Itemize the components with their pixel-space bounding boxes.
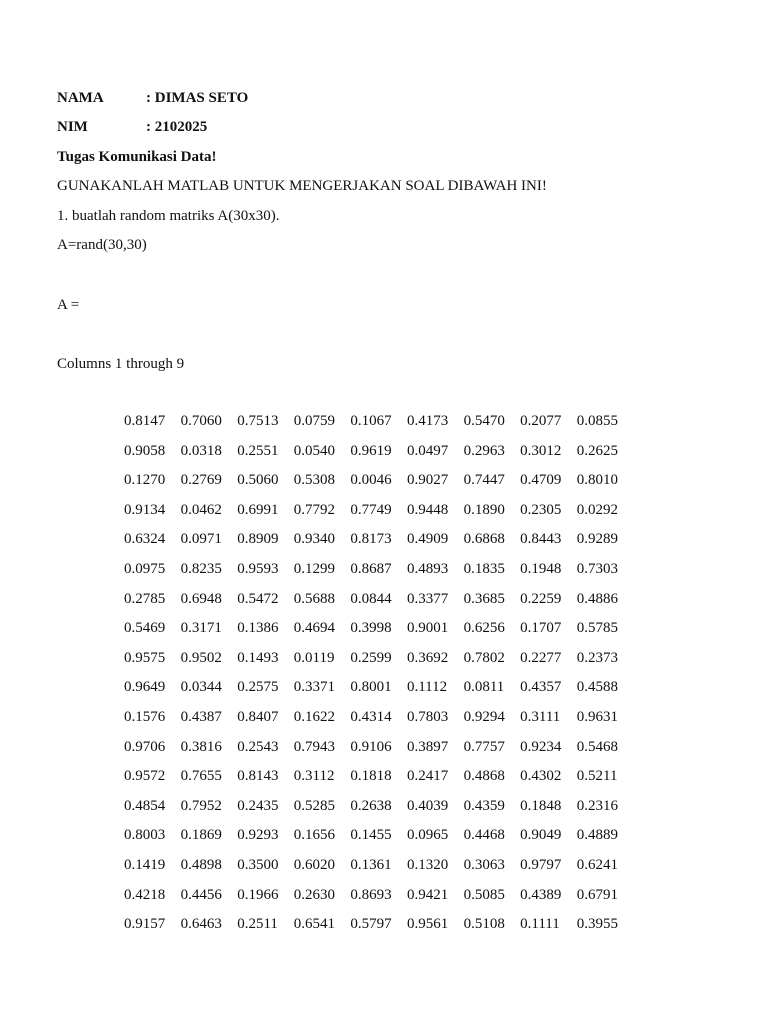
matrix-cell: 0.0497 (406, 442, 449, 459)
matrix-cell: 0.2417 (406, 768, 449, 785)
matrix-cell: 0.4357 (520, 679, 562, 696)
matrix-cell: 0.4218 (124, 886, 166, 903)
matrix-cell: 0.7802 (463, 649, 505, 666)
matrix-cell: 0.4389 (520, 886, 562, 903)
matrix-cell: 0.2630 (293, 886, 336, 903)
matrix-cell: 0.1419 (124, 856, 166, 873)
matrix-row (124, 797, 633, 827)
matrix-cell: 0.4039 (406, 797, 449, 814)
matrix-output (124, 412, 633, 945)
matrix-cell: 0.9619 (350, 442, 392, 459)
columns-label: Columns 1 through 9 (57, 356, 185, 372)
matrix-cell: 0.1493 (237, 649, 279, 666)
matrix-cell: 0.3063 (463, 856, 505, 873)
matrix-cell: 0.6463 (180, 916, 222, 933)
matrix-row (124, 738, 633, 768)
matrix-cell: 0.3816 (180, 738, 222, 755)
matrix-cell: 0.4909 (406, 531, 449, 548)
matrix-cell: 0.5285 (293, 797, 336, 814)
matrix-cell: 0.3685 (463, 590, 505, 607)
matrix-cell: 0.5797 (350, 916, 392, 933)
matrix-cell: 0.2511 (237, 916, 278, 933)
matrix-cell: 0.1622 (293, 708, 336, 725)
matrix-cell: 0.2543 (237, 738, 279, 755)
matrix-cell: 0.0344 (180, 679, 222, 696)
matrix-cell: 0.8909 (237, 531, 279, 548)
matrix-cell: 0.9421 (406, 886, 449, 903)
output-label: A = (57, 297, 80, 313)
matrix-cell: 0.9049 (520, 827, 562, 844)
matrix-cell: 0.5085 (463, 886, 505, 903)
matrix-cell: 0.4893 (406, 560, 449, 577)
matrix-cell: 0.3897 (406, 738, 449, 755)
matrix-cell: 0.1361 (350, 856, 392, 873)
matrix-cell: 0.0759 (293, 413, 336, 429)
matrix-cell: 0.5211 (576, 768, 618, 785)
matrix-cell: 0.0318 (180, 442, 222, 459)
matrix-cell: 0.7060 (180, 413, 222, 429)
instruction-text: GUNAKANLAH MATLAB UNTUK MENGERJAKAN SOAL DIBAWAH INI! (57, 178, 547, 194)
matrix-cell: 0.1455 (350, 827, 392, 844)
matrix-cell: 0.9340 (293, 531, 336, 548)
matrix-cell: 0.8443 (520, 531, 562, 548)
matrix-cell: 0.7952 (180, 797, 222, 814)
matrix-cell: 0.1848 (520, 797, 562, 814)
matrix-row (124, 619, 633, 649)
matrix-cell: 0.9631 (576, 708, 618, 725)
matrix-cell: 0.1818 (350, 768, 392, 785)
matrix-cell: 0.0965 (406, 827, 449, 844)
matrix-cell: 0.7655 (180, 768, 222, 785)
matrix-cell: 0.5470 (463, 413, 505, 429)
matrix-row (124, 590, 633, 620)
matrix-cell: 0.2551 (237, 442, 279, 459)
matrix-cell: 0.3371 (293, 679, 336, 696)
matrix-cell: 0.9106 (350, 738, 392, 755)
matrix-cell: 0.3111 (520, 708, 561, 725)
matrix-cell: 0.0844 (350, 590, 392, 607)
matrix-cell: 0.4898 (180, 856, 222, 873)
matrix-cell: 0.5688 (293, 590, 336, 607)
matrix-cell: 0.4854 (124, 797, 166, 814)
matrix-cell: 0.9157 (124, 916, 166, 933)
matrix-cell: 0.1111 (520, 916, 560, 933)
matrix-cell: 0.7757 (463, 738, 505, 755)
matrix-cell: 0.2077 (520, 413, 562, 429)
question-text: 1. buatlah random matriks A(30x30). (57, 208, 280, 224)
matrix-cell: 0.3955 (576, 916, 618, 933)
matrix-cell: 0.9234 (520, 738, 562, 755)
matrix-cell: 0.1835 (463, 560, 505, 577)
matrix-cell: 0.4302 (520, 768, 562, 785)
matrix-cell: 0.1320 (406, 856, 449, 873)
matrix-cell: 0.4588 (576, 679, 618, 696)
matrix-cell: 0.4889 (576, 827, 618, 844)
matrix-cell: 0.0540 (293, 442, 336, 459)
matrix-cell: 0.9561 (406, 916, 449, 933)
matlab-command: A=rand(30,30) (57, 237, 147, 253)
matrix-cell: 0.7943 (293, 738, 336, 755)
matrix-cell: 0.8687 (350, 560, 392, 577)
nama-label: NAMA (57, 90, 104, 106)
matrix-cell: 0.1948 (520, 560, 562, 577)
matrix-cell: 0.8693 (350, 886, 392, 903)
matrix-cell: 0.5468 (576, 738, 618, 755)
document-title: Tugas Komunikasi Data! (57, 149, 217, 165)
matrix-cell: 0.1576 (124, 708, 166, 725)
matrix-cell: 0.4314 (350, 708, 392, 725)
matrix-cell: 0.0971 (180, 531, 222, 548)
matrix-cell: 0.9293 (237, 827, 279, 844)
matrix-cell: 0.3012 (520, 442, 562, 459)
matrix-cell: 0.9058 (124, 442, 166, 459)
matrix-cell: 0.9001 (406, 620, 449, 637)
matrix-cell: 0.6868 (463, 531, 505, 548)
matrix-cell: 0.1067 (350, 413, 392, 429)
matrix-cell: 0.3377 (406, 590, 449, 607)
matrix-cell: 0.6256 (463, 620, 505, 637)
matrix-cell: 0.3998 (350, 620, 392, 637)
nama-value: : DIMAS SETO (146, 90, 249, 106)
matrix-cell: 0.2435 (237, 797, 279, 814)
matrix-row (124, 856, 633, 886)
matrix-cell: 0.4886 (576, 590, 618, 607)
matrix-cell: 0.7303 (576, 560, 618, 577)
matrix-cell: 0.4387 (180, 708, 222, 725)
matrix-row (124, 678, 633, 708)
matrix-cell: 0.3500 (237, 856, 279, 873)
matrix-cell: 0.4173 (406, 413, 449, 429)
matrix-cell: 0.2305 (520, 501, 562, 518)
matrix-cell: 0.5108 (463, 916, 505, 933)
matrix-cell: 0.8147 (124, 413, 166, 429)
matrix-cell: 0.2769 (180, 472, 222, 489)
matrix-cell: 0.6791 (576, 886, 618, 903)
matrix-row (124, 708, 633, 738)
matrix-row (124, 412, 633, 442)
matrix-cell: 0.6020 (293, 856, 336, 873)
matrix-cell: 0.0462 (180, 501, 222, 518)
matrix-cell: 0.2277 (520, 649, 562, 666)
matrix-cell: 0.7792 (293, 501, 336, 518)
matrix-cell: 0.7513 (237, 413, 279, 429)
matrix-cell: 0.0119 (293, 649, 335, 666)
matrix-cell: 0.0046 (350, 472, 392, 489)
matrix-cell: 0.8235 (180, 560, 222, 577)
matrix-cell: 0.9027 (406, 472, 449, 489)
matrix-cell: 0.1707 (520, 620, 562, 637)
matrix-cell: 0.8001 (350, 679, 392, 696)
matrix-cell: 0.1270 (124, 472, 166, 489)
matrix-cell: 0.0975 (124, 560, 166, 577)
matrix-cell: 0.1386 (237, 620, 279, 637)
matrix-cell: 0.0292 (576, 501, 618, 518)
matrix-cell: 0.7803 (406, 708, 449, 725)
matrix-cell: 0.1890 (463, 501, 505, 518)
matrix-cell: 0.7749 (350, 501, 392, 518)
matrix-cell: 0.1299 (293, 560, 336, 577)
matrix-cell: 0.9797 (520, 856, 562, 873)
matrix-cell: 0.2599 (350, 649, 392, 666)
matrix-row (124, 649, 633, 679)
matrix-row (124, 471, 633, 501)
matrix-cell: 0.8003 (124, 827, 166, 844)
matrix-cell: 0.6241 (576, 856, 618, 873)
matrix-cell: 0.1869 (180, 827, 222, 844)
matrix-cell: 0.4456 (180, 886, 222, 903)
nim-value: : 2102025 (146, 119, 208, 135)
matrix-cell: 0.2963 (463, 442, 505, 459)
matrix-cell: 0.1966 (237, 886, 279, 903)
matrix-cell: 0.1656 (293, 827, 336, 844)
matrix-cell: 0.8173 (350, 531, 392, 548)
matrix-cell: 0.5785 (576, 620, 618, 637)
matrix-row (124, 915, 633, 945)
matrix-cell: 0.0855 (576, 413, 618, 429)
matrix-cell: 0.9289 (576, 531, 618, 548)
matrix-cell: 0.9593 (237, 560, 279, 577)
matrix-cell: 0.4359 (463, 797, 505, 814)
matrix-cell: 0.9706 (124, 738, 166, 755)
matrix-cell: 0.5472 (237, 590, 279, 607)
nim-label: NIM (57, 119, 88, 135)
matrix-cell: 0.9448 (406, 501, 449, 518)
matrix-cell: 0.2259 (520, 590, 562, 607)
matrix-row (124, 560, 633, 590)
matrix-cell: 0.2373 (576, 649, 618, 666)
matrix-cell: 0.4468 (463, 827, 505, 844)
matrix-cell: 0.2316 (576, 797, 618, 814)
matrix-cell: 0.4694 (293, 620, 336, 637)
matrix-row (124, 530, 633, 560)
matrix-cell: 0.5308 (293, 472, 336, 489)
matrix-cell: 0.0811 (463, 679, 505, 696)
matrix-cell: 0.3112 (293, 768, 335, 785)
matrix-cell: 0.2785 (124, 590, 166, 607)
matrix-row (124, 886, 633, 916)
matrix-cell: 0.9572 (124, 768, 166, 785)
matrix-cell: 0.1112 (406, 679, 448, 696)
matrix-cell: 0.2575 (237, 679, 279, 696)
matrix-row (124, 767, 633, 797)
matrix-cell: 0.2625 (576, 442, 618, 459)
matrix-cell: 0.9294 (463, 708, 505, 725)
matrix-row (124, 442, 633, 472)
matrix-row (124, 501, 633, 531)
matrix-cell: 0.6324 (124, 531, 166, 548)
matrix-cell: 0.4868 (463, 768, 505, 785)
nim-line (57, 118, 207, 136)
matrix-cell: 0.8010 (576, 472, 618, 489)
matrix-cell: 0.4709 (520, 472, 562, 489)
matrix-cell: 0.9575 (124, 649, 166, 666)
matrix-cell: 0.2638 (350, 797, 392, 814)
matrix-cell: 0.7447 (463, 472, 505, 489)
matrix-row (124, 826, 633, 856)
matrix-cell: 0.3171 (180, 620, 222, 637)
matrix-cell: 0.6991 (237, 501, 279, 518)
matrix-cell: 0.6948 (180, 590, 222, 607)
matrix-cell: 0.9502 (180, 649, 222, 666)
matrix-cell: 0.3692 (406, 649, 449, 666)
matrix-cell: 0.5060 (237, 472, 279, 489)
nama-line (57, 89, 248, 107)
matrix-cell: 0.8407 (237, 708, 279, 725)
matrix-cell: 0.8143 (237, 768, 279, 785)
matrix-cell: 0.9649 (124, 679, 166, 696)
matrix-cell: 0.5469 (124, 620, 166, 637)
matrix-cell: 0.9134 (124, 501, 166, 518)
matrix-cell: 0.6541 (293, 916, 336, 933)
